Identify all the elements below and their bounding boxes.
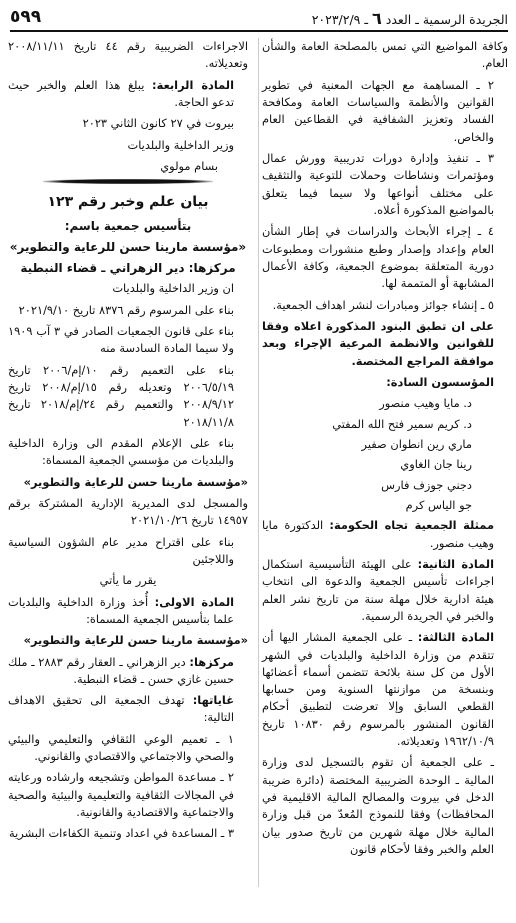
section-divider <box>43 179 213 184</box>
organization-name: «مؤسسة مارينا حسن للرعاية والتطوير» <box>23 633 248 648</box>
paragraph: الاجراءات الضريبية رقم ٤٤ تاريخ ٢٠٠٨/١١/١١ وتعديلاته. <box>8 39 249 71</box>
founder-name: دجني جوزف فارس <box>381 477 472 492</box>
representative-text: الدكتورة مايا وهيب منصور. <box>262 518 494 550</box>
article-label: المادة الاولى: <box>154 594 235 609</box>
journal-title <box>312 9 508 28</box>
intro-line: ان وزير الداخلية والبلديات <box>112 281 234 296</box>
founder-name: د. كريم سمير فتح الله المفتي <box>332 416 472 431</box>
issue-date: ـ ٢٠٢٣/٢/٩ <box>311 12 369 27</box>
legal-basis: بناء على المرسوم رقم ٨٣٧٦ تاريخ ٢٠٢١/٩/١٠ <box>18 302 234 317</box>
organization-name: «مؤسسة مارينا حسن للرعاية والتطوير» <box>23 474 248 489</box>
signature-date: بيروت في ٢٧ كانون الثاني ٢٠٢٣ <box>82 116 234 131</box>
representative-label: ممثلة الجمعية تجاه الحكومة: <box>329 518 494 533</box>
founder-name: د. مايا وهيب منصور <box>379 396 472 411</box>
article-text: أُخذ وزارة الداخلية والبلديات علما بتأسيس الجمعية المسماة: <box>8 594 234 626</box>
article-text: على الهيئة التأسيسية استكمال اجراءات تأسيس الجمعية والدعوة الى انتخاب هيئة ادارية خلال مهلة سنة من تاريخ نشر العلم والخبر في الجريدة الرسمية. <box>262 556 494 623</box>
legal-basis: بناء على قانون الجمعيات الصادر في ٣ آب ١٩٠٩ ولا سيما المادة السادسة منه <box>8 323 234 356</box>
signature-title: وزير الداخلية والبلديات <box>127 137 234 152</box>
legal-basis: بناء على الإعلام المقدم الى وزارة الداخلية والبلديات من مؤسسي الجمعية المسماة: <box>8 435 234 468</box>
page-number: ٥٩٩ <box>10 7 42 27</box>
article-text: ـ على الجمعية المشار اليها أن تتقدم من وزارة الداخلية والبلديات في الشهر الأول من كل سنة بلائحة تتضمن أسماء أعضائها وبنسخة من موازنتها السنوية ومن حسابها القطعي السابق وإلا تعرضت لتطبيق أحكام القانون المنشور بالمرسوم رقم ١٠٨٣٠ تاريخ ١٩٦٢/١٠/٩ وتعديلاته. <box>262 630 494 749</box>
representative <box>262 517 508 552</box>
goals-label: غاياتها: <box>192 693 234 708</box>
article-three <box>262 629 508 750</box>
headquarters-label: مركزها: <box>189 654 234 669</box>
goals-text: تهدف الجمعية الى تحقيق الاهداف التالية: <box>8 693 234 725</box>
founder-name: ماري رين انطوان صفير <box>361 436 472 451</box>
article-text: يبلغ هذا العلم والخبر حيث تدعو الحاجة. <box>8 77 234 109</box>
goal-item: ٤ ـ إجراء الأبحاث والدراسات في إطار الشأن العام وإعداد وإصدار وطبع منشورات ومطبوعات دورية المتعلقة بموضوع الجمعية، وكافة الأعمال المشابهة أو المتممة لها. <box>262 224 494 291</box>
goal-item: ٣ ـ تنفيذ وإدارة دورات تدريبية وورش عمال ومؤتمرات ونشاطات وحملات للتوعية والتثقيف على مختلف أنواعها ولا سيما فيما يتعلق بالمواضيع المذكورة أعلاه. <box>262 150 494 217</box>
conditions-paragraph: على ان تطبق البنود المذكورة اعلاه وفقا للقوانين والانظمة المرعية الإجراء وبعد موافقة المراجع المختصة. <box>262 318 494 368</box>
goal-item: ٥ ـ إنشاء جوائز ومبادرات لنشر اهداف الجمعية. <box>272 297 494 312</box>
organization-name: «مؤسسة مارينا حسن للرعاية والتطوير» <box>9 239 247 254</box>
founder-name: رينا جان الغاوي <box>400 457 472 472</box>
legal-basis: بناء على التعميم رقم ١٠/إم/٢٠٠٦ تاريخ ٢٠٠٦/٥/١٩ وتعديله رقم ١٥/إم/٢٠٠٨ تاريخ ٢٠٠٨/٩/١٢ والتعميم رقم ٢٤/إم/٢٠١٨ تاريخ ٢٠١٨/١١/٨ <box>8 362 235 429</box>
decides-line: يقرر ما يأتي <box>99 573 157 588</box>
issue-number: ٦ <box>372 9 382 28</box>
headquarters-line: مركزها: دير الزهراني ـ قضاء النبطية <box>20 261 236 276</box>
goals <box>8 692 248 727</box>
article-two <box>262 556 508 625</box>
registration-line: والمسجل لدى المديرية الإدارية المشتركة برقم ١٤٩٥٧ تاريخ ٢٠٢١/١٠/٢٦ <box>8 495 248 528</box>
paragraph: وكافة المواضيع التي تمس بالمصلحة العامة والشأن العام. <box>262 39 508 71</box>
journal-name: الجريدة الرسمية ـ العدد <box>385 12 508 27</box>
article-one <box>8 594 248 629</box>
goal-item: ٢ ـ مساعدة المواطن وتشجيعه وارشاده ورعايته في المجالات الثقافية والتعليمية والبيئية والصحية والاجتماعية والاقتصادية والقانونية. <box>8 770 234 820</box>
headquarters-text: دير الزهراني ـ العقار رقم ٢٨٨٣ ـ ملك حسين غازي حسن ـ قضاء النبطية. <box>8 654 234 686</box>
article-label: المادة الثالثة: <box>417 630 494 645</box>
right-column <box>262 38 508 862</box>
goal-item: ٢ ـ المساهمة مع الجهات المعنية في تطوير القوانين والأنظمة والسياسات العامة ومكافحة الفساد وتعزيز الشفافية في القطاعين العام والخاص. <box>262 77 494 144</box>
founders-label: المؤسسون السادة: <box>386 374 494 389</box>
article-four <box>8 77 248 112</box>
founder-name: جو الياس كرم <box>405 497 472 512</box>
legal-basis: بناء على اقتراح مدير عام الشؤون السياسية واللاجئين <box>8 534 234 566</box>
article-label: المادة الثانية: <box>417 556 494 571</box>
left-column <box>8 38 248 847</box>
signature-name: بسام مولوي <box>160 158 218 173</box>
page-header <box>10 6 508 32</box>
article-label: المادة الرابعة: <box>152 77 234 92</box>
tax-paragraph: ـ على الجمعية أن تقوم بالتسجيل لدى وزارة المالية ـ الوحدة الضريبية المختصة (دائرة ضريبة الدخل في بيروت والمصالح المالية الاقليمية في المحافظات) وفقا للنموذج المُعدّ من قبل وزارة المالية خلال مهلة شهرين من تاريخ صدور بيان العلم والخبر وفقا لأحكام قانون <box>262 755 494 857</box>
goal-item: ٣ ـ المساعدة في اعداد وتنمية الكفاءات البشرية <box>9 826 234 841</box>
headquarters <box>8 654 248 689</box>
goal-item: ١ ـ تعميم الوعي الثقافي والتعليمي والبيئي والصحي والاجتماعي والاقتصادي والقانوني. <box>8 731 234 764</box>
notice-subtitle: بتأسيس جمعية باسم: <box>64 218 192 233</box>
notice-title: بيان علم وخبر رقم ١٢٣ <box>47 194 209 211</box>
column-divider <box>258 38 259 887</box>
